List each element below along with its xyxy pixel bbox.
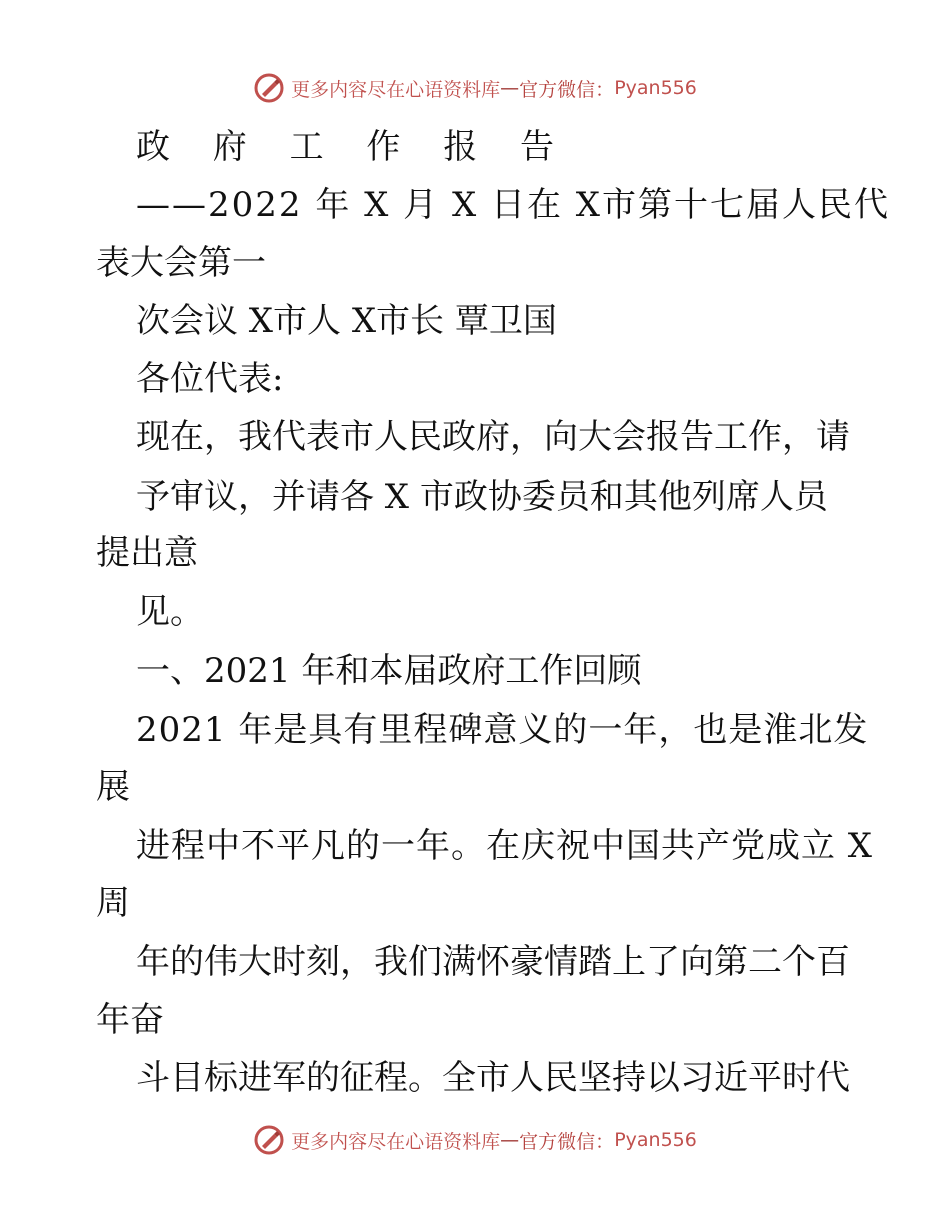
paragraph-line: 进程中不平凡的一年。在庆祝中国共产党成立 X	[136, 826, 874, 866]
paragraph-line: 见。	[136, 592, 204, 632]
paragraph-line: 周	[96, 883, 130, 923]
subtitle-line: 次会议 X市人 X市长 覃卫国	[136, 301, 557, 341]
document-title: 政 府 工 作 报 告	[136, 127, 571, 167]
banner-separator: —	[500, 1129, 520, 1151]
salutation: 各位代表:	[136, 359, 284, 399]
section-heading: 一、2021 年和本届政府工作回顾	[136, 651, 642, 691]
banner-wechat-label: 官方微信：	[519, 1130, 615, 1153]
paragraph-line: 予审议，并请各 X 市政协委员和其他列席人员	[136, 477, 828, 517]
banner-main-text: 更多内容尽在心语资料库	[291, 1130, 501, 1153]
paragraph-line: 提出意	[96, 533, 198, 573]
paragraph-line: 展	[96, 767, 130, 807]
paragraph-line: 2021 年是具有里程碑意义的一年，也是淮北发	[136, 710, 869, 750]
paragraph-line: 现在，我代表市人民政府，向大会报告工作，请	[136, 417, 850, 457]
pen-seal-logo-icon	[253, 1124, 285, 1156]
banner-handle: Pyan556	[614, 1129, 697, 1151]
banner-handle: Pyan556	[614, 77, 697, 99]
footer-banner	[0, 1124, 950, 1156]
paragraph-line: 年奋	[96, 1000, 164, 1040]
paragraph-line: 斗目标进军的征程。全市人民坚持以习近平时代	[136, 1058, 850, 1098]
subtitle-line: 表大会第一	[96, 243, 266, 283]
subtitle-line: ——2022 年 X 月 X 日在 X市第十七届人民代	[136, 185, 890, 225]
banner-separator: —	[500, 77, 520, 99]
banner-main-text: 更多内容尽在心语资料库	[291, 78, 501, 101]
banner-wechat-label: 官方微信：	[519, 78, 615, 101]
paragraph-line: 年的伟大时刻，我们满怀豪情踏上了向第二个百	[136, 942, 850, 982]
